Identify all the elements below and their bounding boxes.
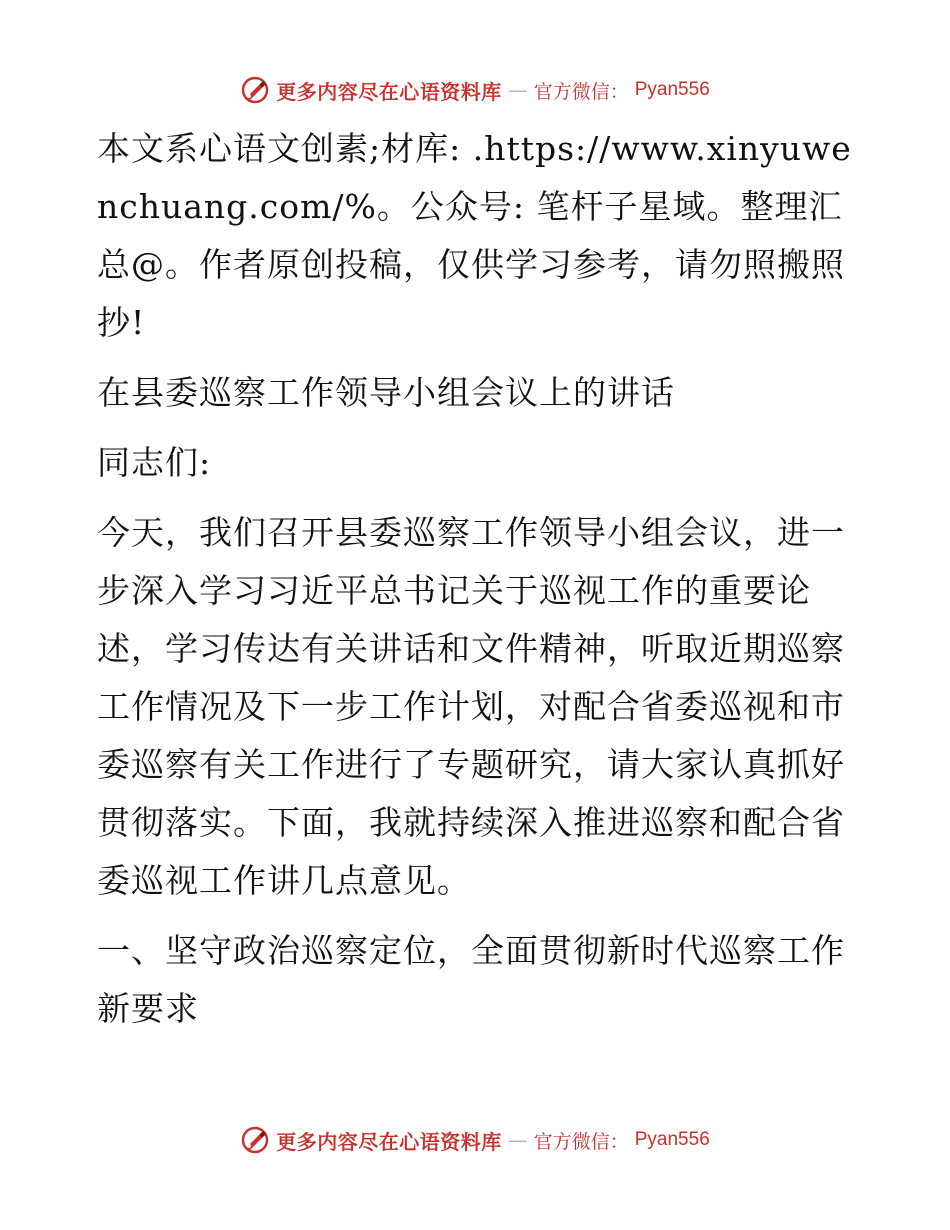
intro-paragraph: 本文系心语文创素;材库: .https://www.xinyuwenchuang.com/%。公众号: 笔杆子星域。整理汇总@。作者原创投稿，仅供学习参考，请勿照搬照抄!	[97, 129, 852, 342]
document-body	[97, 120, 857, 1038]
body-paragraph: 今天，我们召开县委巡察工作领导小组会议，进一步深入学习习近平总书记关于巡视工作的重要论述，学习传达有关讲话和文件精神，听取近期巡察工作情况及下一步工作计划，对配合省委巡视和市委巡察有关工作进行了专题研究，请大家认真抓好贯彻落实。下面，我就持续深入推进巡察和配合省委巡视工作讲几点意见。	[97, 513, 845, 900]
pen-logo-icon	[240, 1125, 270, 1155]
watermark-footer	[0, 1120, 950, 1160]
watermark-sub-text: 官方微信：	[533, 80, 629, 103]
watermark-id: Pyan556	[634, 79, 710, 100]
watermark-header	[0, 70, 950, 110]
watermark-main-text: 更多内容尽在心语资料库	[276, 1129, 502, 1154]
watermark-separator: —	[507, 78, 528, 102]
watermark-separator: —	[507, 1128, 528, 1152]
greeting: 同志们:	[97, 443, 212, 482]
watermark-id: Pyan556	[634, 1129, 710, 1150]
watermark-main-text: 更多内容尽在心语资料库	[276, 79, 502, 104]
watermark-sub-text: 官方微信：	[533, 1130, 629, 1153]
section-heading-1: 一、坚守政治巡察定位，全面贯彻新时代巡察工作新要求	[97, 931, 845, 1028]
document-title: 在县委巡察工作领导小组会议上的讲话	[97, 373, 675, 412]
pen-logo-icon	[240, 75, 270, 105]
